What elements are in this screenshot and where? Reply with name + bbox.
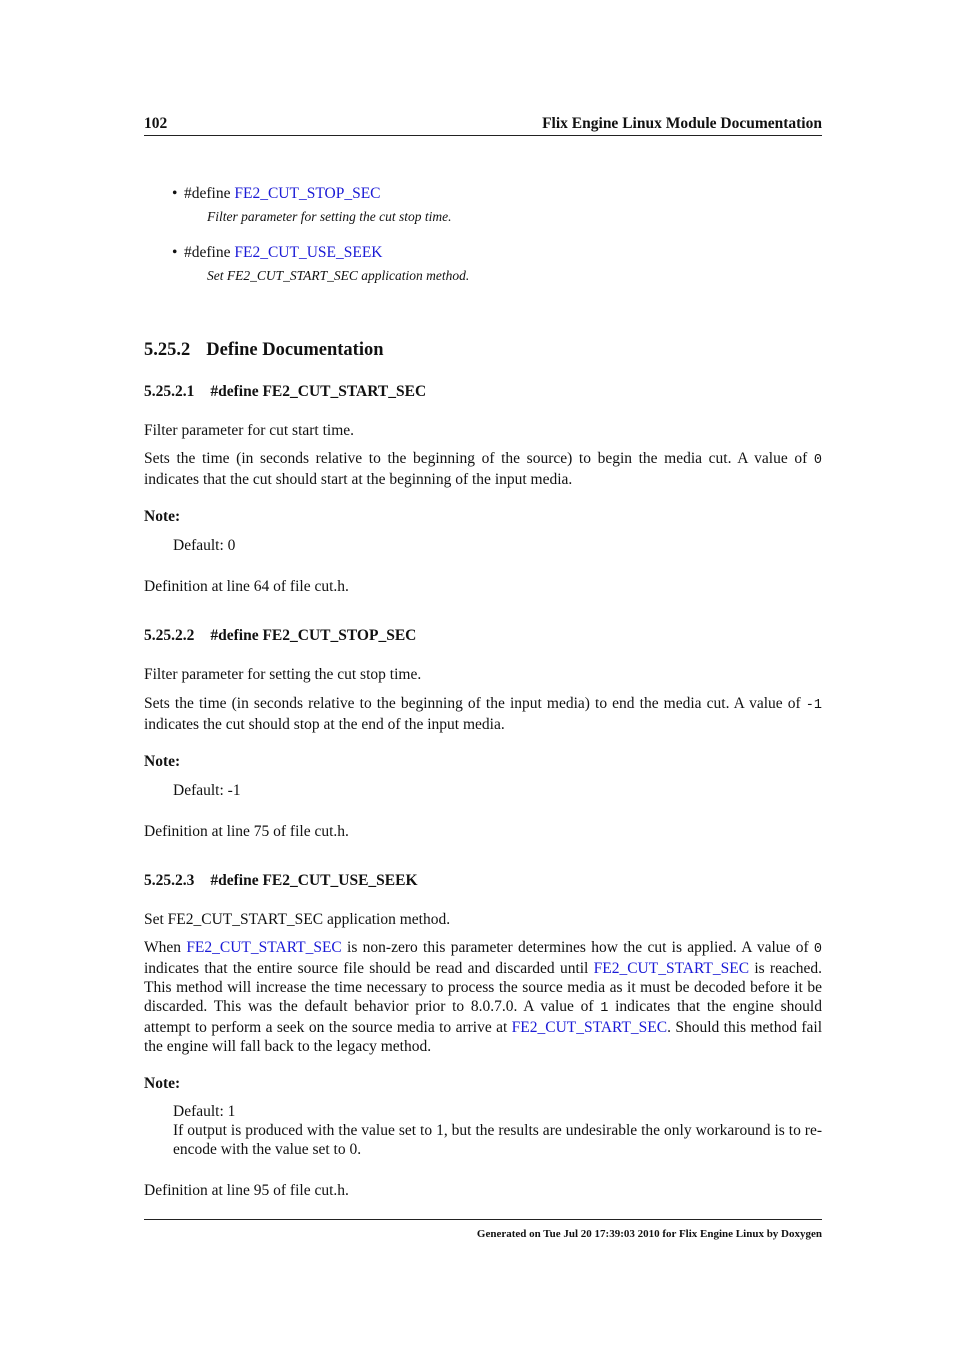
bullet-icon: • bbox=[172, 185, 178, 202]
note-extra: If output is produced with the value set to 1, but the results are undesirable the only workaround is to re-encode with the value set to 0. bbox=[173, 1122, 822, 1158]
detail-text: When FE2_CUT_START_SEC is non-zero this parameter determines how the cut is applied. A value of 0 indicates that the entire source file should be read and discarded until FE2_CUT_START_SEC is reached. This method will increase the time necessary to process the source media as it must be decoded before it be discarded. This was the default behavior prior to 8.0.7.0. A value of 1 indicates that the engine should attempt to perform a seek on the source media to arrive at FE2_CUT_START_SEC. Should this method fail the engine will fall back to the legacy method. bbox=[144, 939, 823, 1055]
detail-text: Sets the time (in seconds relative to the beginning of the input media) to end the media cut. A value of -1 indicates the cut should stop at the end of the input media. bbox=[144, 695, 822, 733]
link-cut-start-sec[interactable]: FE2_CUT_START_SEC bbox=[593, 960, 750, 977]
note-label: Note: bbox=[144, 753, 181, 770]
definition-line: Definition at line 64 of file cut.h. bbox=[144, 578, 349, 595]
section-heading: 5.25.2 Define Documentation bbox=[144, 340, 384, 360]
footer-divider bbox=[144, 1219, 822, 1220]
subsection-heading: 5.25.2.3 #define FE2_CUT_USE_SEEK bbox=[144, 872, 418, 889]
brief-text: Filter parameter for setting the cut stop time. bbox=[144, 666, 422, 683]
link-cut-start-sec[interactable]: FE2_CUT_START_SEC bbox=[186, 939, 342, 956]
brief-text: Set FE2_CUT_START_SEC application method. bbox=[144, 911, 451, 928]
subsection-cut-start-sec bbox=[144, 382, 822, 596]
page-header bbox=[144, 114, 822, 136]
define-link-cut-use-seek[interactable]: FE2_CUT_USE_SEEK bbox=[234, 244, 383, 261]
subsection-heading: 5.25.2.1 #define FE2_CUT_START_SEC bbox=[144, 383, 427, 400]
bullet-icon: • bbox=[172, 244, 178, 261]
define-link-cut-stop-sec[interactable]: FE2_CUT_STOP_SEC bbox=[234, 185, 381, 202]
define-brief: Filter parameter for setting the cut stop time. bbox=[207, 209, 452, 224]
brief-text: Filter parameter for cut start time. bbox=[144, 422, 355, 439]
note-default: Default: -1 bbox=[173, 782, 241, 799]
define-list bbox=[172, 184, 822, 302]
note-default: Default: 1 bbox=[173, 1103, 236, 1120]
note-label: Note: bbox=[144, 508, 181, 525]
page-footer: Generated on Tue Jul 20 17:39:03 2010 for Flix Engine Linux by Doxygen bbox=[476, 1228, 822, 1240]
subsection-cut-stop-sec bbox=[144, 626, 822, 841]
subsection-cut-use-seek bbox=[144, 871, 822, 1200]
link-cut-start-sec[interactable]: FE2_CUT_START_SEC bbox=[511, 1019, 668, 1036]
define-brief: Set FE2_CUT_START_SEC application method. bbox=[207, 268, 470, 283]
subsection-heading: 5.25.2.2 #define FE2_CUT_STOP_SEC bbox=[144, 627, 417, 644]
document-title: Flix Engine Linux Module Documentation bbox=[542, 115, 822, 132]
note-default: Default: 0 bbox=[173, 537, 236, 554]
page-number: 102 bbox=[144, 115, 168, 132]
list-item: • #define FE2_CUT_STOP_SEC Filter parameter for setting the cut stop time. bbox=[172, 184, 822, 225]
note-label: Note: bbox=[144, 1075, 181, 1092]
definition-line: Definition at line 75 of file cut.h. bbox=[144, 823, 349, 840]
list-item: • #define FE2_CUT_USE_SEEK Set FE2_CUT_START_SEC application method. bbox=[172, 243, 822, 284]
definition-line: Definition at line 95 of file cut.h. bbox=[144, 1182, 349, 1199]
detail-text: Sets the time (in seconds relative to the beginning of the source) to begin the media cut. A value of 0 indicates that the cut should start at the beginning of the input media. bbox=[144, 450, 823, 488]
